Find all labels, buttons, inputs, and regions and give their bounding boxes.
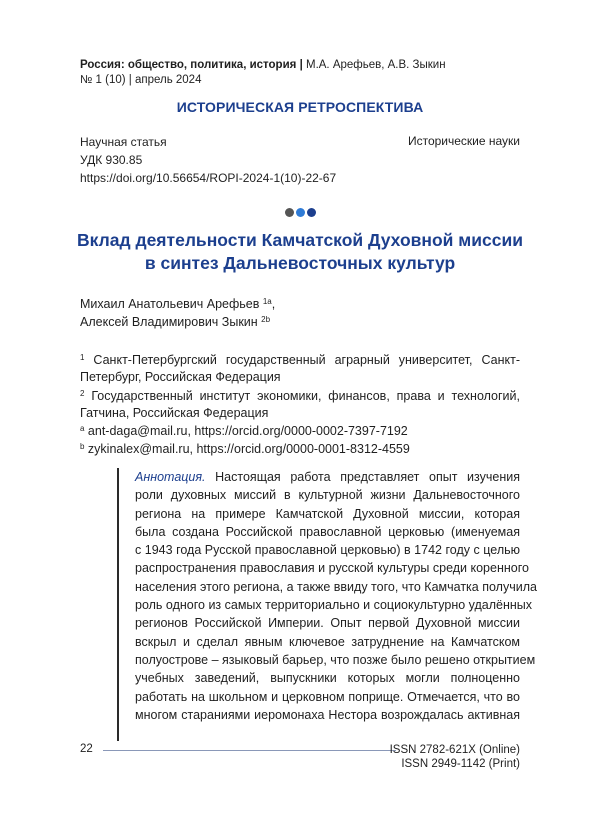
contact-sup: a bbox=[80, 424, 84, 433]
abstract-line: роли духовных миссий в культурной жизни Дальневосточного bbox=[135, 486, 520, 504]
abstract-line: распространения православия и русской культуры среди коренного bbox=[135, 559, 520, 577]
abstract-line: Аннотация. Настоящая работа представляет опыт изучения bbox=[135, 468, 520, 486]
author-2 bbox=[80, 315, 270, 329]
author-name: Михаил Анатольевич Арефьев bbox=[80, 297, 263, 311]
author-name: Алексей Владимирович Зыкин bbox=[80, 315, 261, 329]
section-title: ИСТОРИЧЕСКАЯ РЕТРОСПЕКТИВА bbox=[0, 99, 600, 115]
abstract-line: была создана Российской православной церковью (именуемая bbox=[135, 523, 520, 541]
contact-b[interactable] bbox=[80, 441, 520, 458]
issn-print: ISSN 2949-1142 (Print) bbox=[390, 757, 520, 771]
contact-sup: b bbox=[80, 442, 84, 451]
author-suffix: , bbox=[272, 297, 275, 311]
abstract-line: роль одного из самых территориально и социокультурно удалённых bbox=[135, 596, 520, 614]
running-header bbox=[80, 58, 446, 73]
subject-field: Исторические науки bbox=[408, 134, 520, 148]
dot-icon bbox=[285, 208, 294, 217]
affil-text: Государственный институт экономики, финансов, права и технологий, Гатчина, Российская Федерация bbox=[80, 389, 520, 420]
abstract-line: работать на школьном и церковном поприще. Отмечается, что во bbox=[135, 688, 520, 706]
abstract-line: населения этого региона, а также ввиду того, что Камчатка получила bbox=[135, 578, 520, 596]
title-line-2: в синтез Дальневосточных культур bbox=[70, 252, 530, 275]
issue-info: № 1 (10) | апрель 2024 bbox=[80, 73, 201, 88]
affil-sup: 1 bbox=[80, 353, 84, 362]
author-1 bbox=[80, 297, 275, 311]
contact-a[interactable] bbox=[80, 423, 520, 440]
journal-name: Россия: общество, политика, история bbox=[80, 59, 296, 71]
abstract-line: многом стараниями иеромонаха Нестора возрождалась активная bbox=[135, 706, 520, 724]
header-separator: | bbox=[296, 59, 306, 71]
article-title bbox=[70, 229, 530, 275]
abstract-label: Аннотация. bbox=[135, 470, 206, 484]
abstract bbox=[135, 468, 520, 724]
author-sup: 2b bbox=[261, 315, 270, 324]
dot-icon bbox=[307, 208, 316, 217]
article-type: Научная статья bbox=[80, 134, 167, 150]
page-number: 22 bbox=[80, 743, 93, 755]
abstract-line: полуострове – языковый барьер, что позже было решено открытием bbox=[135, 651, 520, 669]
contact-text[interactable]: ant-daga@mail.ru, https://orcid.org/0000-0002-7397-7192 bbox=[84, 424, 407, 438]
abstract-border bbox=[117, 468, 119, 741]
affil-text: Санкт-Петербургский государственный аграрный университет, Санкт-Петербург, Российская Федерация bbox=[80, 353, 520, 384]
abstract-line: учебных заведений, выпускники которых могли полноценно bbox=[135, 669, 520, 687]
affiliation-1 bbox=[80, 352, 520, 386]
affiliation-2 bbox=[80, 388, 520, 422]
header-authors: М.А. Арефьев, А.В. Зыкин bbox=[306, 59, 446, 71]
abstract-line: регионов Российской Империи. Опыт первой Духовной миссии bbox=[135, 614, 520, 632]
affil-sup: 2 bbox=[80, 389, 84, 398]
footer-rule bbox=[103, 750, 396, 751]
abstract-line: с 1943 года Русской православной церковью) в 1742 году с целью bbox=[135, 541, 520, 559]
decorative-dots bbox=[285, 208, 316, 217]
issn-block bbox=[390, 743, 520, 771]
doi-link[interactable]: https://doi.org/10.56654/ROPI-2024-1(10)-22-67 bbox=[80, 170, 336, 186]
title-line-1: Вклад деятельности Камчатской Духовной миссии bbox=[70, 229, 530, 252]
contact-text[interactable]: zykinalex@mail.ru, https://orcid.org/0000-0001-8312-4559 bbox=[84, 442, 409, 456]
issn-online: ISSN 2782-621X (Online) bbox=[390, 743, 520, 757]
dot-icon bbox=[296, 208, 305, 217]
abstract-line: вскрыл и сделал явным ключевое затруднение на Камчатском bbox=[135, 633, 520, 651]
udc-code: УДК 930.85 bbox=[80, 152, 142, 168]
author-sup: 1a bbox=[263, 297, 272, 306]
abstract-line: региона на примере Камчатской Духовной миссии, которая bbox=[135, 505, 520, 523]
